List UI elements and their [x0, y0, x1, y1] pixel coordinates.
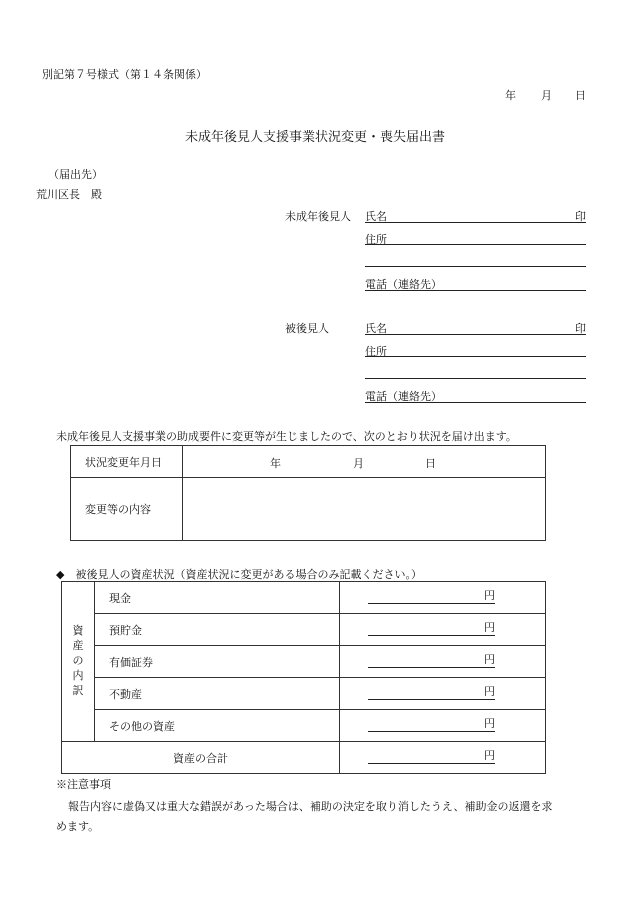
asset-value-real-estate[interactable]	[340, 678, 546, 710]
ward-seal-label: 印	[575, 322, 586, 335]
date-day-label: 日	[575, 89, 586, 102]
vertical-char: の	[72, 654, 84, 668]
ward-address-field[interactable]	[365, 356, 586, 357]
guardian-address-field[interactable]	[365, 244, 586, 245]
asset-value-savings[interactable]	[340, 614, 546, 646]
ward-address-label: 住所	[365, 345, 387, 358]
guardian-seal-label: 印	[575, 210, 586, 223]
asset-label-cash: 現金	[95, 582, 340, 614]
guardian-label: 未成年後見人	[285, 210, 351, 223]
yen-unit: 円	[484, 685, 495, 698]
change-date-day: 日	[425, 457, 436, 470]
yen-unit: 円	[484, 621, 495, 634]
change-date-label: 状況変更年月日	[71, 446, 183, 478]
assets-heading: ◆ 被後見人の資産状況（資産状況に変更がある場合のみ記載ください。）	[56, 568, 422, 581]
date-year-label: 年	[505, 89, 516, 102]
guardian-name-field[interactable]	[365, 222, 586, 223]
asset-label-real-estate: 不動産	[95, 678, 340, 710]
form-reference: 別記第７号様式（第１４条関係）	[42, 68, 207, 81]
ward-name-label: 氏名	[365, 322, 387, 335]
asset-label-other: その他の資産	[95, 710, 340, 742]
addressee-label: （届出先）	[48, 168, 103, 181]
change-table	[70, 445, 546, 541]
asset-total-label: 資産の合計	[62, 742, 340, 774]
yen-unit: 円	[484, 717, 495, 730]
guardian-phone-field[interactable]	[365, 290, 586, 291]
guardian-phone-label: 電話（連絡先）	[365, 278, 442, 291]
change-date-month: 月	[353, 457, 364, 470]
change-content-label: 変更等の内容	[71, 478, 183, 541]
asset-label-securities: 有価証券	[95, 646, 340, 678]
form-title: 未成年後見人支援事業状況変更・喪失届出書	[184, 130, 445, 145]
date-month-label: 月	[541, 89, 552, 102]
yen-unit: 円	[484, 749, 495, 762]
yen-unit: 円	[484, 589, 495, 602]
assets-table	[61, 581, 546, 774]
ward-phone-label: 電話（連絡先）	[365, 390, 442, 403]
vertical-char: 産	[72, 639, 84, 653]
change-content-field[interactable]	[183, 478, 546, 541]
change-date-field[interactable]	[183, 446, 546, 478]
yen-unit: 円	[484, 653, 495, 666]
change-date-year: 年	[270, 457, 281, 470]
ward-address-field-2[interactable]	[365, 378, 586, 379]
asset-value-other[interactable]	[340, 710, 546, 742]
asset-total-value[interactable]	[340, 742, 546, 774]
guardian-address-label: 住所	[365, 233, 387, 246]
asset-value-cash[interactable]	[340, 582, 546, 614]
ward-name-field[interactable]	[365, 334, 586, 335]
guardian-address-field-2[interactable]	[365, 266, 586, 267]
notes-line-1: 報告内容に虚偽又は重大な錯誤があった場合は、補助の決定を取り消したうえ、補助金の返還を求	[68, 800, 553, 813]
guardian-name-label: 氏名	[365, 210, 387, 223]
ward-phone-field[interactable]	[365, 402, 586, 403]
notes-line-2: めます。	[56, 820, 100, 833]
notes-heading: ※注意事項	[56, 778, 111, 791]
addressee-name: 荒川区長 殿	[36, 188, 102, 201]
vertical-char: 内	[72, 668, 84, 682]
ward-label: 被後見人	[285, 322, 329, 335]
vertical-char: 訳	[72, 683, 84, 697]
assets-vertical-label	[62, 582, 95, 742]
statement-text: 未成年後見人支援事業の助成要件に変更等が生じましたので、次のとおり状況を届け出ます。	[56, 430, 517, 443]
asset-value-securities[interactable]	[340, 646, 546, 678]
asset-label-savings: 預貯金	[95, 614, 340, 646]
vertical-char: 資	[72, 624, 84, 638]
